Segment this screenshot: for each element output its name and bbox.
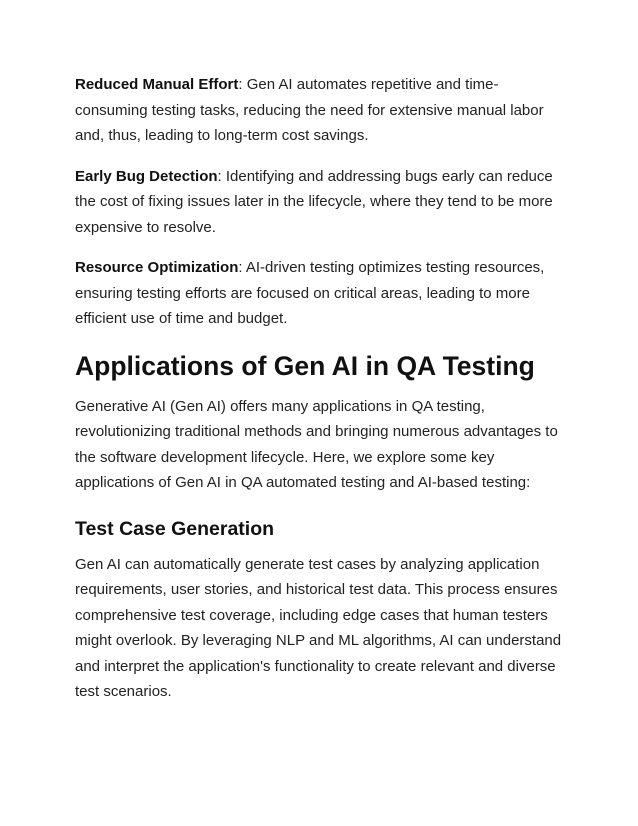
benefit-text: : Gen AI automates repetitive and time-consuming testing tasks, reducing the need for extensive manual labor and, thus, leading to long-term cost savings.: [75, 76, 544, 144]
benefit-early-bug-detection: [75, 164, 570, 241]
benefit-text: : AI-driven testing optimizes testing resources, ensuring testing efforts are focused on critical areas, leading to more efficient use of time and budget.: [75, 259, 545, 327]
benefit-text: : Identifying and addressing bugs early can reduce the cost of fixing issues later in the lifecycle, where they tend to be more expensive to resolve.: [75, 167, 553, 236]
benefit-resource-optimization: [75, 255, 570, 332]
applications-intro: Generative AI (Gen AI) offers many applications in QA testing, revolutionizing traditional methods and bringing numerous advantages to the software development lifecycle. Here, we explore some key applications of Gen AI in QA automated testing and AI-based testing:: [75, 397, 558, 491]
benefit-reduced-manual-effort: [75, 72, 570, 149]
test-case-generation-body: Gen AI can automatically generate test cases by analyzing application requirements, user stories, and historical test data. This process ensures comprehensive test coverage, including edge cases that human testers might overlook. By leveraging NLP and ML algorithms, AI can understand and interpret the application's functionality to create relevant and diverse test scenarios.: [75, 555, 562, 700]
test-case-generation-heading: Test Case Generation: [75, 517, 275, 540]
benefit-term: Reduced Manual Effort: [75, 76, 239, 93]
document-page: [75, 72, 570, 720]
benefit-term: Resource Optimization: [75, 259, 239, 276]
benefit-term: Early Bug Detection: [75, 167, 218, 185]
applications-heading: Applications of Gen AI in QA Testing: [75, 350, 535, 381]
